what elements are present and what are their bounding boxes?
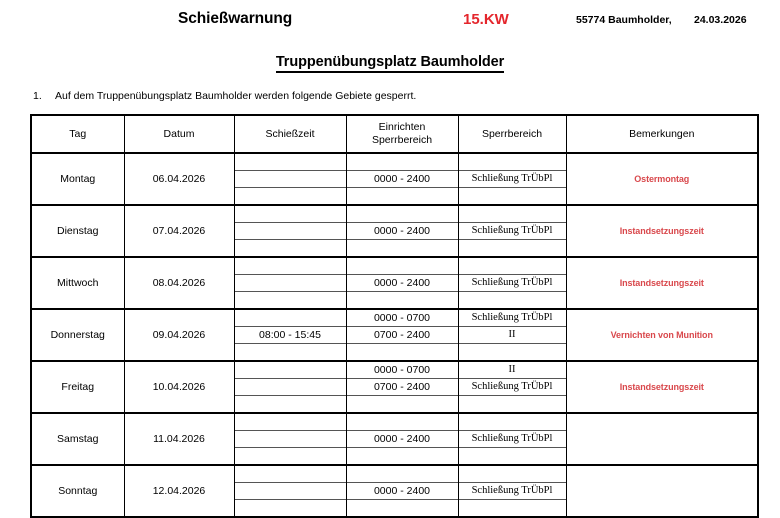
- subrow: [347, 327, 458, 344]
- subrow: [459, 500, 566, 517]
- subrow-group-einrichten: [347, 258, 458, 308]
- cell-einrichten-sub1: 0000 - 0700: [347, 362, 458, 379]
- cell-bemerkungen: [566, 257, 758, 309]
- subrow: [459, 344, 566, 361]
- subrow: [459, 310, 566, 327]
- cell-sperrbereich-sub3: [459, 188, 566, 205]
- subrow-group-sperrbereich: [459, 310, 566, 360]
- cell-bemerkungen: [566, 465, 758, 517]
- cell-sperrbereich-sub2: Schließung TrÜbPl: [459, 483, 566, 500]
- table-row: [31, 465, 758, 517]
- cell-schiesszeit-sub1: [235, 206, 346, 223]
- cell-sperrbereich-sub2: Schließung TrÜbPl: [459, 275, 566, 292]
- cell-schiesszeit-sub3: [235, 448, 346, 465]
- subrow: [235, 188, 346, 205]
- subrow: [459, 448, 566, 465]
- subrow: [459, 188, 566, 205]
- subrow: [235, 431, 346, 448]
- column-header-schiesszeit: Schießzeit: [234, 115, 346, 153]
- cell-bemerkungen: [566, 153, 758, 205]
- cell-sperrbereich: [458, 361, 566, 413]
- page-title: Schießwarnung: [178, 10, 293, 27]
- subrow: [235, 414, 346, 431]
- subrow: [235, 362, 346, 379]
- column-header-einrichten-line2: Sperrbereich: [371, 134, 433, 146]
- cell-einrichten-sub2: 0700 - 2400: [347, 379, 458, 396]
- subrow: [459, 223, 566, 240]
- remark-text: Instandsetzungszeit: [619, 278, 704, 288]
- subrow: [347, 188, 458, 205]
- cell-schiesszeit-sub1: [235, 466, 346, 483]
- cell-einrichten-sub2: 0700 - 2400: [347, 327, 458, 344]
- cell-day: Freitag: [31, 361, 124, 413]
- cell-sperrbereich-sub1: Schließung TrÜbPl: [459, 310, 566, 327]
- cell-sperrbereich-sub1: [459, 466, 566, 483]
- document-subtitle-text: Truppenübungsplatz Baumholder: [276, 54, 504, 73]
- subrow-group-sperrbereich: [459, 362, 566, 412]
- subrow: [347, 362, 458, 379]
- cell-einrichten-sub1: 0000 - 0700: [347, 310, 458, 327]
- subrow: [235, 292, 346, 309]
- cell-sperrbereich: [458, 465, 566, 517]
- schedule-table-wrapper: [30, 114, 757, 518]
- subrow: [347, 466, 458, 483]
- subrow: [235, 275, 346, 292]
- subrow-group-sperrbereich: [459, 258, 566, 308]
- subrow: [459, 154, 566, 171]
- cell-sperrbereich-sub2: Schließung TrÜbPl: [459, 431, 566, 448]
- cell-einrichten-sub1: [347, 414, 458, 431]
- subrow: [459, 206, 566, 223]
- cell-einrichten-sub3: [347, 500, 458, 517]
- table-row: [31, 153, 758, 205]
- subrow: [347, 310, 458, 327]
- cell-schiesszeit-sub3: [235, 188, 346, 205]
- subrow-group-schiesszeit: [235, 466, 346, 516]
- subrow: [347, 379, 458, 396]
- cell-date: 08.04.2026: [124, 257, 234, 309]
- cell-schiesszeit: [234, 205, 346, 257]
- subrow: [235, 483, 346, 500]
- column-header-tag: Tag: [31, 115, 124, 153]
- cell-schiesszeit-sub1: [235, 310, 346, 327]
- subrow: [235, 258, 346, 275]
- cell-einrichten-sub1: [347, 258, 458, 275]
- subrow: [459, 292, 566, 309]
- cell-schiesszeit-sub2: [235, 275, 346, 292]
- cell-einrichten-sub2: 0000 - 2400: [347, 431, 458, 448]
- cell-schiesszeit-sub2: [235, 223, 346, 240]
- subrow: [235, 344, 346, 361]
- cell-schiesszeit: [234, 257, 346, 309]
- column-header-einrichten-sperrbereich: [346, 115, 458, 153]
- cell-einrichten-sub3: [347, 344, 458, 361]
- cell-date: 11.04.2026: [124, 413, 234, 465]
- cell-einrichten-sub3: [347, 396, 458, 413]
- subrow-group-sperrbereich: [459, 466, 566, 516]
- cell-schiesszeit: [234, 153, 346, 205]
- cell-schiesszeit-sub1: [235, 414, 346, 431]
- subrow-group-einrichten: [347, 310, 458, 360]
- cell-einrichten-sperrbereich: [346, 153, 458, 205]
- subrow-group-einrichten: [347, 466, 458, 516]
- cell-sperrbereich-sub3: [459, 396, 566, 413]
- calendar-week-badge: 15.KW: [463, 11, 509, 28]
- cell-einrichten-sperrbereich: [346, 257, 458, 309]
- column-header-sperrbereich: Sperrbereich: [458, 115, 566, 153]
- schedule-table: [30, 114, 759, 518]
- cell-einrichten-sperrbereich: [346, 361, 458, 413]
- subrow: [347, 500, 458, 517]
- subrow: [235, 171, 346, 188]
- cell-date: 10.04.2026: [124, 361, 234, 413]
- cell-sperrbereich-sub3: [459, 344, 566, 361]
- cell-date: 09.04.2026: [124, 309, 234, 361]
- subrow: [235, 448, 346, 465]
- subrow: [235, 327, 346, 344]
- subrow: [347, 206, 458, 223]
- cell-sperrbereich-sub3: [459, 292, 566, 309]
- cell-einrichten-sub2: 0000 - 2400: [347, 171, 458, 188]
- intro-paragraph-text: Auf dem Truppenübungsplatz Baumholder werden folgende Gebiete gesperrt.: [55, 90, 417, 102]
- subrow: [235, 240, 346, 257]
- cell-sperrbereich: [458, 205, 566, 257]
- cell-sperrbereich-sub2: Schließung TrÜbPl: [459, 171, 566, 188]
- subrow-group-schiesszeit: [235, 154, 346, 204]
- cell-date: 06.04.2026: [124, 153, 234, 205]
- subrow: [459, 414, 566, 431]
- cell-schiesszeit: [234, 465, 346, 517]
- cell-einrichten-sub3: [347, 188, 458, 205]
- subrow: [235, 466, 346, 483]
- cell-day: Mittwoch: [31, 257, 124, 309]
- cell-sperrbereich-sub1: [459, 414, 566, 431]
- cell-einrichten-sperrbereich: [346, 465, 458, 517]
- intro-paragraph: [33, 90, 416, 102]
- cell-schiesszeit-sub1: [235, 258, 346, 275]
- subrow: [235, 500, 346, 517]
- cell-einrichten-sperrbereich: [346, 309, 458, 361]
- subrow: [459, 258, 566, 275]
- subrow-group-einrichten: [347, 362, 458, 412]
- subrow: [347, 275, 458, 292]
- cell-date: 12.04.2026: [124, 465, 234, 517]
- cell-sperrbereich-sub1: [459, 154, 566, 171]
- table-row: [31, 309, 758, 361]
- subrow: [235, 310, 346, 327]
- subrow: [347, 258, 458, 275]
- cell-schiesszeit-sub1: [235, 154, 346, 171]
- subrow: [459, 483, 566, 500]
- subrow: [235, 396, 346, 413]
- table-row: [31, 361, 758, 413]
- subrow: [347, 223, 458, 240]
- issue-date-label: 24.03.2026: [694, 14, 747, 26]
- cell-schiesszeit-sub1: [235, 362, 346, 379]
- cell-sperrbereich-sub1: II: [459, 362, 566, 379]
- subrow: [459, 275, 566, 292]
- cell-sperrbereich-sub3: [459, 448, 566, 465]
- table-row: [31, 205, 758, 257]
- cell-day: Dienstag: [31, 205, 124, 257]
- subrow-group-sperrbereich: [459, 414, 566, 464]
- cell-einrichten-sub1: [347, 206, 458, 223]
- cell-sperrbereich-sub1: [459, 206, 566, 223]
- intro-list-number: 1.: [33, 90, 42, 102]
- subrow: [459, 431, 566, 448]
- subrow: [235, 379, 346, 396]
- subrow-group-einrichten: [347, 154, 458, 204]
- cell-einrichten-sub3: [347, 292, 458, 309]
- table-row: [31, 413, 758, 465]
- cell-schiesszeit-sub2: [235, 431, 346, 448]
- subrow-group-schiesszeit: [235, 206, 346, 256]
- subrow: [347, 154, 458, 171]
- column-header-bemerkungen: Bemerkungen: [566, 115, 758, 153]
- cell-schiesszeit-sub2: 08:00 - 15:45: [235, 327, 346, 344]
- subrow-group-schiesszeit: [235, 258, 346, 308]
- cell-schiesszeit-sub2: [235, 379, 346, 396]
- cell-schiesszeit: [234, 309, 346, 361]
- cell-einrichten-sperrbereich: [346, 413, 458, 465]
- cell-sperrbereich: [458, 309, 566, 361]
- cell-sperrbereich-sub2: Schließung TrÜbPl: [459, 379, 566, 396]
- cell-date: 07.04.2026: [124, 205, 234, 257]
- subrow: [347, 483, 458, 500]
- issuing-place-label: 55774 Baumholder,: [576, 14, 672, 26]
- cell-einrichten-sub3: [347, 448, 458, 465]
- column-header-datum: Datum: [124, 115, 234, 153]
- cell-bemerkungen: [566, 361, 758, 413]
- cell-einrichten-sperrbereich: [346, 205, 458, 257]
- table-row: [31, 257, 758, 309]
- subrow: [459, 466, 566, 483]
- subrow: [459, 379, 566, 396]
- cell-bemerkungen: [566, 413, 758, 465]
- remark-text: Instandsetzungszeit: [619, 226, 704, 236]
- subrow: [347, 344, 458, 361]
- remark-text: Instandsetzungszeit: [619, 382, 704, 392]
- cell-sperrbereich-sub2: II: [459, 327, 566, 344]
- cell-einrichten-sub1: [347, 466, 458, 483]
- cell-schiesszeit-sub2: [235, 483, 346, 500]
- cell-schiesszeit-sub3: [235, 500, 346, 517]
- subrow-group-sperrbereich: [459, 206, 566, 256]
- remark-text: Vernichten von Munition: [610, 330, 713, 340]
- subrow: [347, 431, 458, 448]
- cell-schiesszeit: [234, 361, 346, 413]
- cell-sperrbereich-sub3: [459, 240, 566, 257]
- cell-day: Sonntag: [31, 465, 124, 517]
- cell-einrichten-sub3: [347, 240, 458, 257]
- remark-text: Ostermontag: [634, 174, 690, 184]
- schedule-table-head: [31, 115, 758, 153]
- cell-einrichten-sub2: 0000 - 2400: [347, 483, 458, 500]
- subrow-group-sperrbereich: [459, 154, 566, 204]
- cell-schiesszeit-sub2: [235, 171, 346, 188]
- subrow: [347, 414, 458, 431]
- cell-sperrbereich: [458, 413, 566, 465]
- subrow: [347, 292, 458, 309]
- cell-sperrbereich-sub2: Schließung TrÜbPl: [459, 223, 566, 240]
- subrow: [235, 206, 346, 223]
- cell-bemerkungen: [566, 309, 758, 361]
- subrow-group-einrichten: [347, 414, 458, 464]
- subrow: [347, 448, 458, 465]
- table-header-row: [31, 115, 758, 153]
- cell-einrichten-sub1: [347, 154, 458, 171]
- subrow: [235, 223, 346, 240]
- cell-day: Donnerstag: [31, 309, 124, 361]
- cell-schiesszeit-sub3: [235, 344, 346, 361]
- cell-day: Montag: [31, 153, 124, 205]
- subrow: [459, 240, 566, 257]
- column-header-einrichten-line1: Einrichten: [378, 121, 426, 133]
- cell-schiesszeit-sub3: [235, 292, 346, 309]
- cell-einrichten-sub2: 0000 - 2400: [347, 223, 458, 240]
- subrow-group-schiesszeit: [235, 310, 346, 360]
- subrow: [347, 240, 458, 257]
- subrow-group-schiesszeit: [235, 414, 346, 464]
- subrow: [459, 327, 566, 344]
- subrow: [235, 154, 346, 171]
- cell-schiesszeit-sub3: [235, 396, 346, 413]
- document-subtitle: [0, 54, 780, 70]
- cell-bemerkungen: [566, 205, 758, 257]
- subrow: [459, 171, 566, 188]
- cell-sperrbereich-sub3: [459, 500, 566, 517]
- subrow: [347, 396, 458, 413]
- schedule-table-body: [31, 153, 758, 517]
- subrow-group-schiesszeit: [235, 362, 346, 412]
- subrow: [459, 362, 566, 379]
- subrow: [459, 396, 566, 413]
- subrow-group-einrichten: [347, 206, 458, 256]
- document-header: [0, 10, 780, 36]
- cell-einrichten-sub2: 0000 - 2400: [347, 275, 458, 292]
- cell-schiesszeit-sub3: [235, 240, 346, 257]
- subrow: [347, 171, 458, 188]
- cell-schiesszeit: [234, 413, 346, 465]
- cell-sperrbereich: [458, 257, 566, 309]
- cell-sperrbereich-sub1: [459, 258, 566, 275]
- cell-sperrbereich: [458, 153, 566, 205]
- cell-day: Samstag: [31, 413, 124, 465]
